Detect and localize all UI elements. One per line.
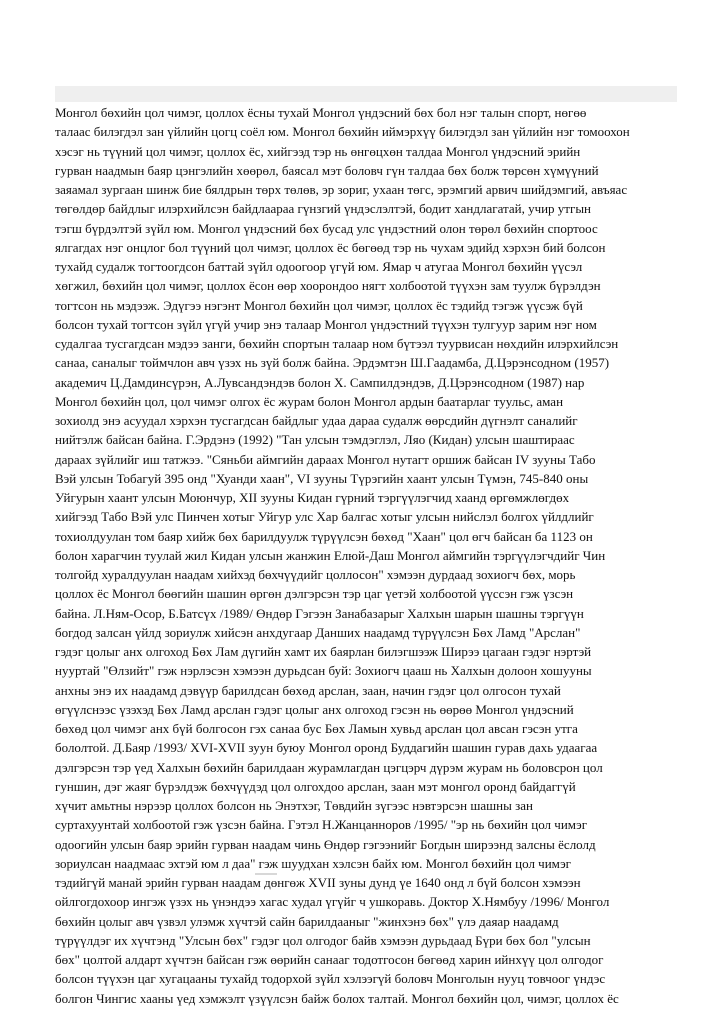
text-line: Монгол бөхийн цол чимэг, цоллох ёсны тухай Монгол үндэсний бөх бол нэг талын спорт, нөгөө bbox=[55, 105, 587, 120]
text-line: тогтсон нь мэдээж. Эдүгээ нэгэнт Монгол бөхийн цол чимэг, цоллох ёс тэдийд тэгэж үүсэж бүй bbox=[55, 297, 583, 313]
text-line: академич Ц.Дамдинсүрэн, А.Лувсандэндэв болон Х. Сампилдэндэв, Д.Цэрэнсодном (1987) нар bbox=[55, 374, 585, 390]
document-body bbox=[55, 103, 677, 1006]
text-line: болон харагчин туулай жил Кидан улсын жанжин Елюй-Даш Монгол аймгийн тэргүүлэгчдийг Чин bbox=[55, 547, 606, 563]
text-line: бөхийн цолыг авч үзвэл улэмж хүчтэй сайн барилдааныг "жинхэнэ бөх" үлэ даяар наадамд bbox=[55, 913, 559, 929]
text-line: тэгш бүрдэлтэй зүйл юм. Монгол үндэсний бөх бусад улс үндэстний олон төрөл бөхийн спортоос bbox=[55, 220, 598, 236]
text-line: талаас билэгдэл зан үйлийн цогц соёл юм. Монгол бөхийн иймэрхүү билэгдэл зан үйлийн нэг томоохон bbox=[55, 124, 630, 140]
page-footer-mark bbox=[255, 873, 277, 875]
text-line: судалгаа тусгагдсан мэдээ занги, бөхийн спортын талаар ном бүтээл туурвисан нөхдийн илэрхийлсэн bbox=[55, 336, 619, 351]
text-line: гурван наадмын баяр цэнгэлийн хөөрөл, баясал мэт боловч гүн талдаа бөх болж төрсөн хүмүүний bbox=[55, 162, 599, 178]
text-line: хэсэг нь түүний цол чимэг, цоллох ёс, хийгээд тэр нь өнгөцхөн талдаа Монгол үндэсний эрийн bbox=[55, 143, 581, 159]
text-line: бөхөд цол чимэг анх бүй болгосон гэх санаа бус Бөх Ламын хувьд арслан цол авсан гэсэн утга bbox=[55, 721, 578, 736]
text-line: зохиолд энэ асуудал хэрхэн тусгагдсан байдлыг удаа дараа судалж өөрсдийн дүгнэлт саналийг bbox=[55, 413, 578, 428]
text-line: богдод залсан үйлд зориулж хийсэн анхдугаар Данших наадамд түрүүлсэн Бөх Ламд "Арслан" bbox=[55, 624, 581, 640]
text-line: толгойд хуралдуулан наадам хийхэд бөхчүүдийг цоллосон" хэмээн дурдаад зохиогч бөх, морь bbox=[55, 567, 576, 582]
text-line: болсон түүхэн цаг хугацааны тухайд тодорхой зүйл хэлээгүй боловч Монголын нууц товчоог үндэс bbox=[55, 971, 606, 987]
text-line: тухайд судалж тогтоогдсон баттай зүйл одоогоор үгүй юм. Ямар ч атугаа Монгол бөхийн үүсэл bbox=[55, 259, 583, 274]
text-line: санаа, саналыг тоймчлон авч үзэх нь зүй болж байна. Эрдэмтэн Ш.Гаадамба, Д.Цэрэнсодном (1957) bbox=[55, 355, 610, 371]
text-line: байна. Л.Ням-Осор, Б.Батсүх /1989/ Өндөр Гэгээн Занабазарыг Халхын шарын шашны тэргүүн bbox=[55, 605, 584, 621]
text-line: заяамал зургаан шинж бие бялдрын төрх төлөв, эр зориг, ухаан төгс, эрэмгий арвич шийдэмгий, авъяас bbox=[55, 182, 628, 197]
text-line: Вэй улсын Тобагуй 395 онд "Хуанди хаан", VI зууны Түрэгийн хаант улсын Түмэн, 745-840 оны bbox=[55, 470, 589, 486]
text-line: ялгагдах нэг онцлог бол түүний цол чимэг, цоллох ёс бөгөөд тэр нь чухам эдийд хэрхэн бий болсон bbox=[55, 239, 606, 255]
text-line: болгон Чингис хааны үед хэмжэлт үзүүлсэн байж болох талтай. Монгол бөхийн цол, чимэг, цоллох ёс bbox=[55, 990, 619, 1006]
text-line: хүчит амьтны нэрээр цоллох болсон нь Энэтхэг, Төвдийн зүгээс нэвтэрсэн шашны зан bbox=[55, 798, 533, 813]
text-line: төгөлдөр байдлыг илэрхийлсэн байдлаараа гүнзгий үндэслэлтэй, бодит хандлагатай, учир утгын bbox=[55, 201, 592, 217]
text-line: хөгжил, бөхийн цол чимэг, цоллох ёсон өөр хоорондоо нягт холбоотой түүхэн зам туулж бүрэлдэн bbox=[55, 278, 601, 294]
header-band bbox=[55, 86, 677, 102]
text-line: тэдийгүй манай эрийн гурван наадам дөнгөж XVII зуны дунд үе 1640 онд л бүй болсон хэмээн bbox=[55, 875, 581, 890]
text-line: дэлгэрсэн тэр үед Халхын бөхийн барилдаан журамлагдан цэгцэрч дүрэм журам нь боловсрон цол bbox=[55, 759, 603, 775]
text-line: одоогийн улсын баяр эрийн гурван наадам чинь Өндөр гэгээнийг Богдын ширээнд залсны ёслолд bbox=[55, 836, 596, 852]
text-line: нууртай "Өлзийт" гэж нэрлэсэн хэмээн дурьдсан буй: Зохиогч цааш нь Халхын долоон хошууны bbox=[55, 663, 592, 679]
text-line: өгүүлснээс үзэхэд Бөх Ламд арслан гэдэг цолыг анх олгоход гэсэн нь өөрөө Монгол үндэсний bbox=[55, 701, 574, 717]
text-line: тохиолдуулан том баяр хийж бөх барилдуулж түрүүлсэн бөхөд "Хаан" цол өгч байсан ба 1123 он bbox=[55, 528, 593, 544]
text-line: дараах зүйлийг иш татжээ. "Сяньби аймгийн дараах Монгол нутагт оршиж байсан IV зууны Табо bbox=[55, 451, 596, 467]
text-line: бололтой. Д.Баяр /1993/ XVI-XVII зуун буюу Монгол оронд Буддагийн шашин гурав дахь удаагаа bbox=[55, 740, 598, 756]
text-line: болсон тухай тогтсон зүйл үгүй учир энэ талаар Монгол үндэстний түүхэн тулгуур зарим нэг ном bbox=[55, 316, 597, 332]
text-line: бөх" цолтой алдарт хүчтэн байсан гэж өөрийн санааг тодотгосон бөгөөд харин ийнхүү цол олгодог bbox=[55, 952, 604, 967]
text-line: гэдэг цолыг анх олгоход Бөх Лам дүгийн хамт их баярлан билэгшээж Ширээ цагаан гэдэг нэртэй bbox=[55, 644, 592, 659]
text-line: нийтэлж байсан байна. Г.Эрдэнэ (1992) "Тан улсын тэмдэглэл, Ляо (Кидан) улсын шаштирааc bbox=[55, 432, 575, 448]
text-line: түрүүлдэг их хүчтэнд "Улсын бөх" гэдэг цол олгодог байв хэмээн дурьдаад Бүри бөх бол "улсын bbox=[55, 932, 591, 948]
text-line: гуншин, дэг жаяг бүрэлдэж бөхчүүдэд цол олгохдоо арслан, заан мэт монгол оронд байдаггүй bbox=[55, 778, 576, 794]
text-line: Монгол бөхийн цол, цол чимэг олгох ёс журам болон Монгол ардын баатарлаг туульс, аман bbox=[55, 393, 564, 409]
text-line: цоллох ёс Монгол бөөгийн шашин өргөн дэлгэрсэн тэр цаг үетэй холбоотой үүссэн гэж үзсэн bbox=[55, 586, 574, 602]
text-line: Уйгурын хаант улсын Моюнчур, XII зууны Кидан гүрний тэргүүлэгчид хаанд өргөмжлөгдөх bbox=[55, 490, 570, 505]
text-line: суртахуунтай холбоотой гэж үзсэн байна. Гэтэл Н.Жанцаннорoв /1995/ "эр нь бөхийн цол чимэг bbox=[55, 817, 588, 833]
text-line: зориулсан наадмаас эхтэй юм л даа" гэж шуудхан хэлсэн байх юм. Монгол бөхийн цол чимэг bbox=[55, 855, 571, 871]
text-line: ойлгогдохоор ингэж үзэх нь үнэндээ хагас худал үгүйг ч ушкоравь. Доктор Х.Нямбуу /1996/ Монгол bbox=[55, 894, 610, 910]
text-line: хийгээд Табо Вэй улс Пинчен хотыг Уйгур улс Хар балгас хотыг улсын нийслэл болгох үйлдлийг bbox=[55, 509, 594, 525]
text-line bbox=[55, 1008, 677, 1027]
text-line: анхны энэ их наадамд дэвүүр барилдсан бөхөд арслан, заан, начин гэдэг цол олгосон тухай bbox=[55, 682, 561, 698]
